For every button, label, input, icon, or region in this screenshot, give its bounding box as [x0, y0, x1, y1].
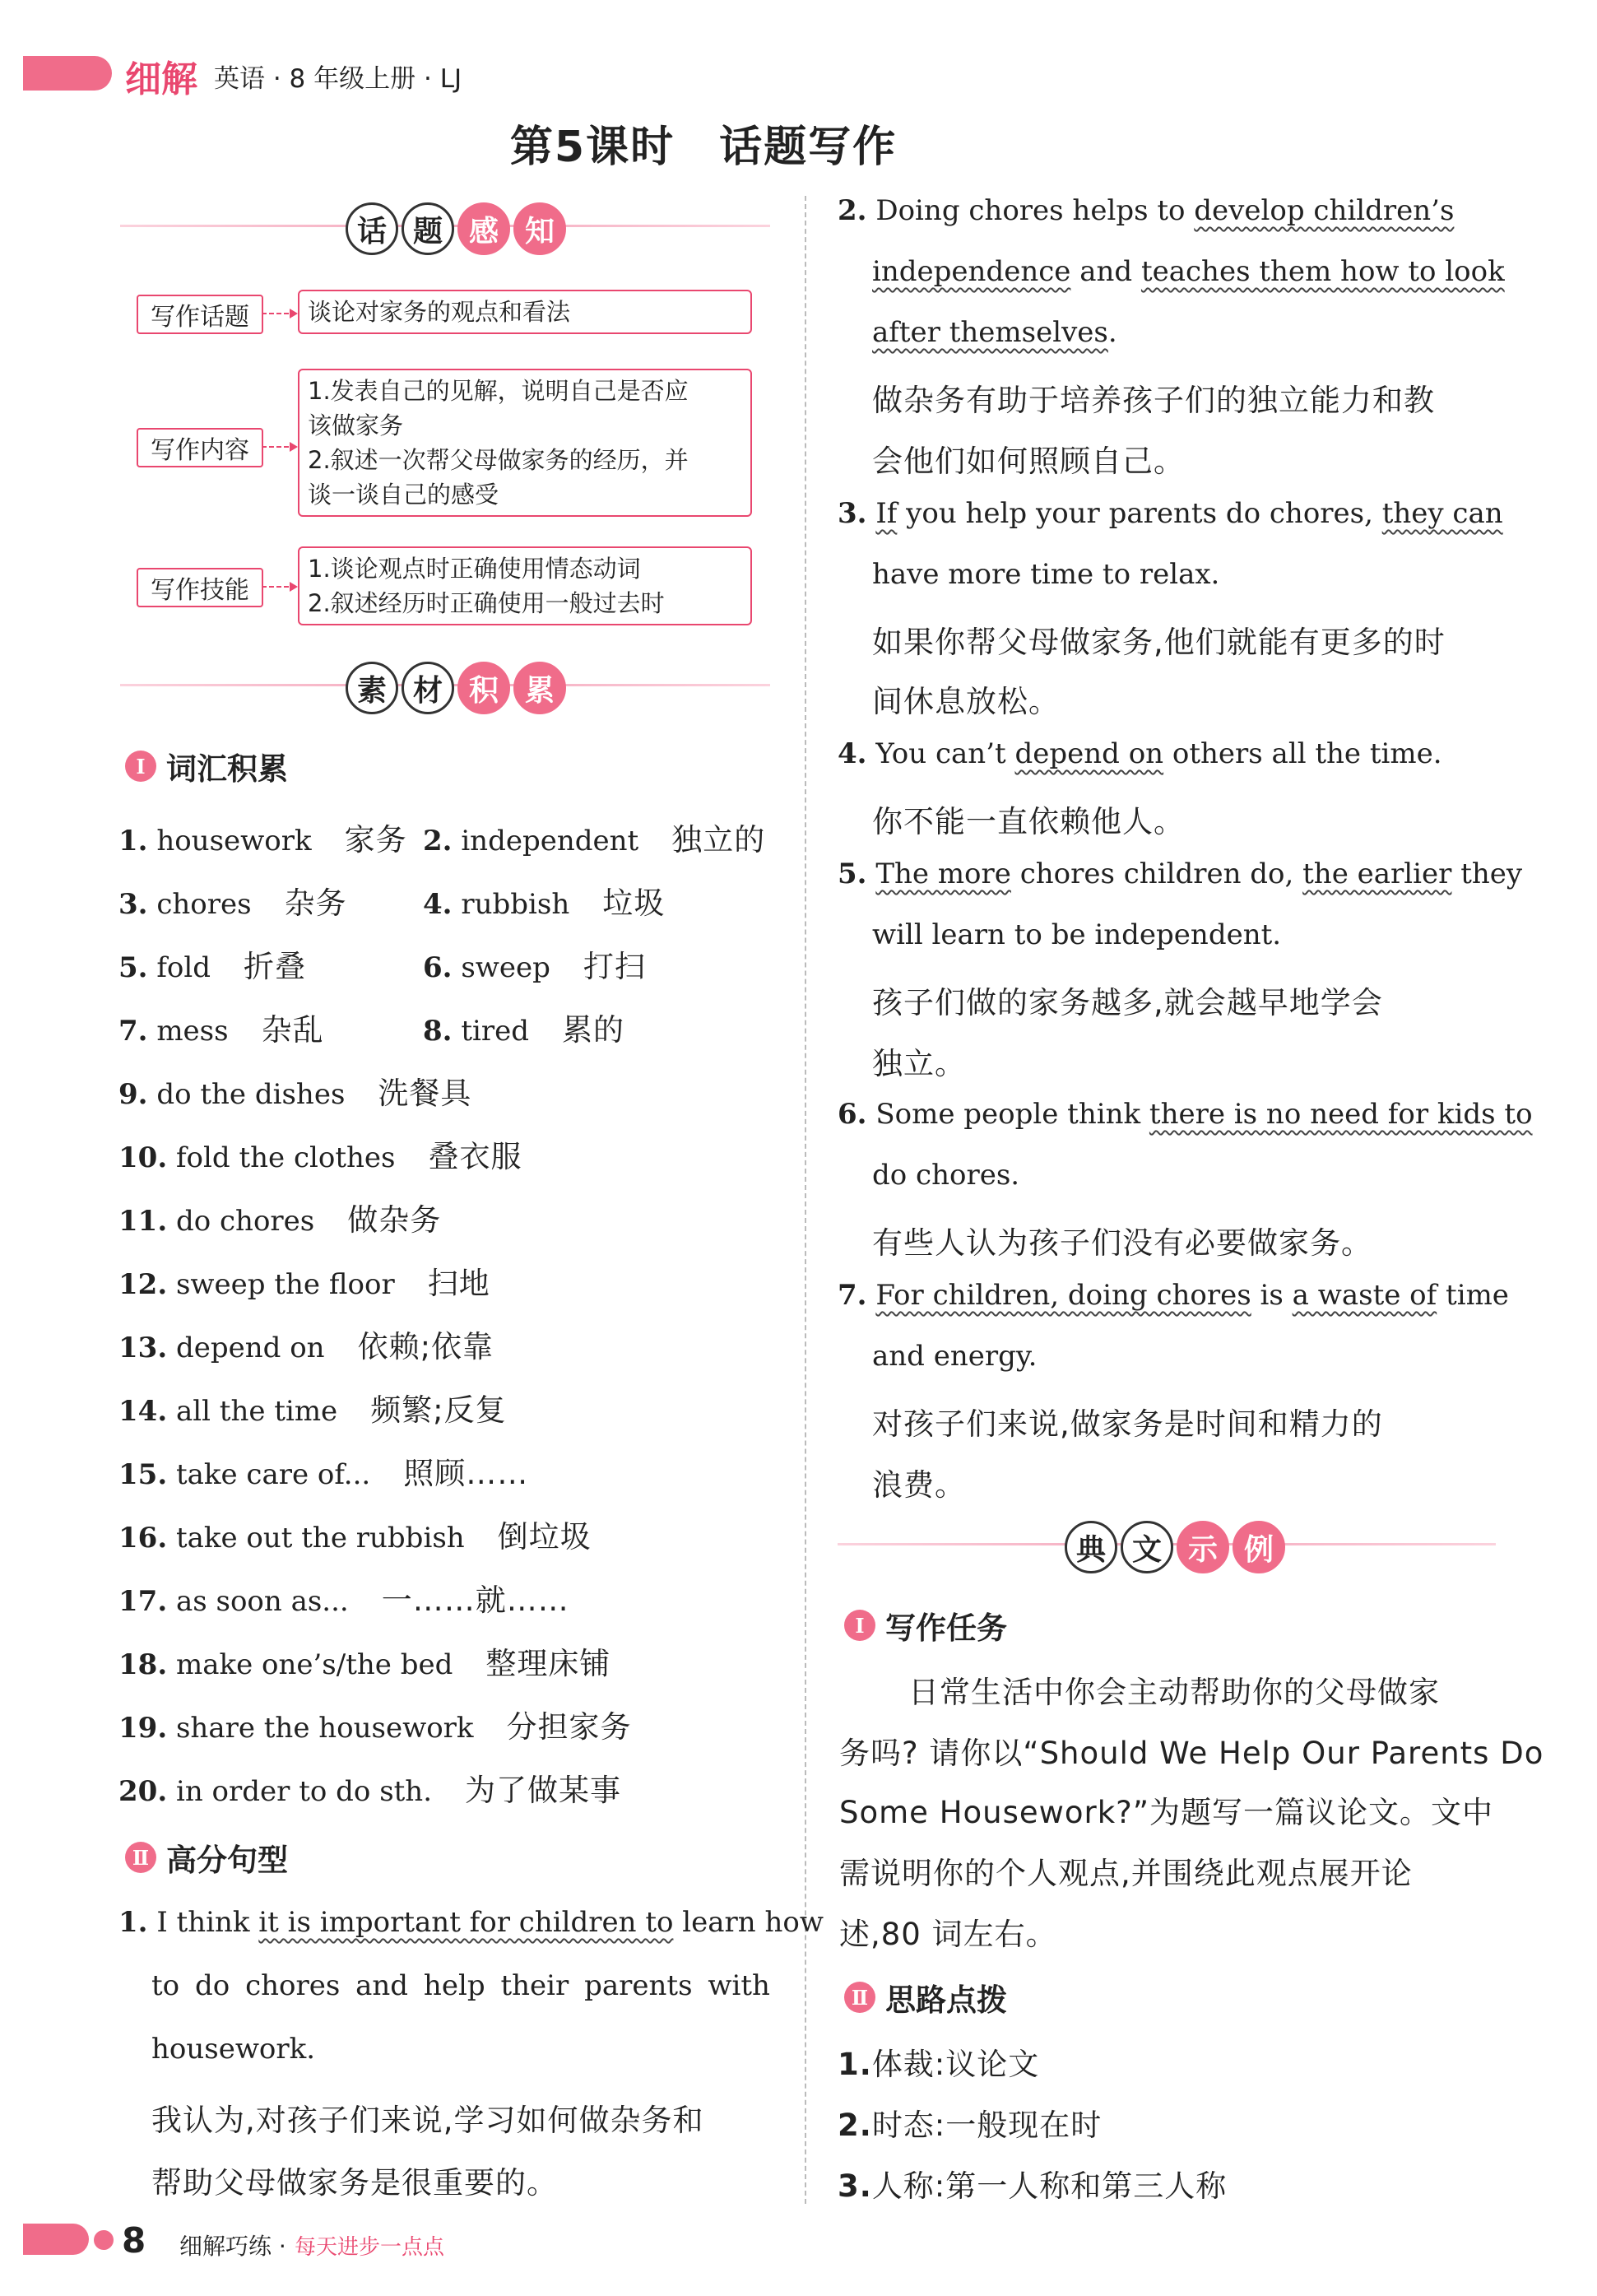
- book-info: 英语 · 8 年级上册 · LJ: [214, 64, 462, 94]
- mindmap-line: 谈一谈自己的感受: [308, 481, 499, 509]
- mindmap-line: 谈论对家务的观点和看法: [308, 298, 571, 326]
- tip-item: 3.人称:第一人称和第三人称: [838, 2168, 1228, 2204]
- mindmap-box: [298, 290, 752, 334]
- task-line: 务吗? 请你以“Should We Help Our Parents Do: [839, 1736, 1544, 1771]
- footer-slogan: 每天进步一点点: [295, 2235, 445, 2260]
- sentence-4: 4. You can’t depend on others all the time.: [838, 737, 1442, 770]
- sentence-6-line-1: 6. Some people think there is no need for kids to: [838, 1098, 1533, 1131]
- vocab-heading: [125, 744, 288, 788]
- sentence-5-line-2: will learn to be independent.: [872, 918, 1282, 951]
- banner-char: 典: [1065, 1521, 1117, 1573]
- vocab-item: 15. take care of... 照顾……: [118, 1456, 529, 1491]
- mindmap-box: [298, 546, 752, 625]
- footer-series: 细解巧练 ·: [179, 2233, 286, 2260]
- sentence-3-line-1: 3. If you help your parents do chores, they can: [838, 497, 1503, 530]
- vocab-item: 17. as soon as... 一……就……: [118, 1583, 569, 1618]
- mindmap-line: 该做家务: [308, 411, 404, 439]
- vocab-item: 20. in order to do sth. 为了做某事: [118, 1773, 622, 1808]
- footer-dot: [94, 2230, 114, 2250]
- roman-numeral: Ⅰ: [844, 1610, 875, 1641]
- banner-char: 话: [346, 202, 398, 255]
- task-line: 日常生活中你会主动帮助你的父母做家: [908, 1675, 1440, 1710]
- page-number: 8: [122, 2220, 146, 2261]
- sentence-6-line-2: do chores.: [872, 1159, 1020, 1192]
- vocab-item: 4. rubbish 垃圾: [423, 885, 666, 921]
- heading-text: 词汇积累: [166, 751, 288, 787]
- banner-char: 题: [402, 202, 454, 255]
- vocab-item: 5. fold 折叠: [118, 949, 307, 984]
- vocab-item: 16. take out the rubbish 倒垃圾: [118, 1519, 592, 1555]
- mindmap-label: 写作话题: [137, 295, 263, 334]
- sentence-6-translation: 有些人认为孩子们没有必要做家务。: [872, 1225, 1372, 1261]
- sentence-heading: [125, 1835, 288, 1880]
- vocab-item: 9. do the dishes 洗餐具: [118, 1076, 472, 1111]
- mindmap-arrow: [262, 586, 296, 588]
- sentence-1-translation: 我认为,对孩子们来说,学习如何做杂务和: [151, 2103, 704, 2138]
- banner-char: 知: [513, 202, 566, 255]
- vocab-item: 7. mess 杂乱: [118, 1012, 324, 1048]
- sentence-2-line-2: independence and teaches them how to look: [872, 255, 1505, 288]
- mindmap-line: 2.叙述一次帮父母做家务的经历，并: [308, 446, 689, 474]
- sentence-3-translation: 如果你帮父母做家务,他们就能有更多的时: [872, 625, 1446, 660]
- mindmap-arrow: [262, 446, 296, 448]
- heading-text: 思路点拨: [885, 1982, 1007, 2018]
- task-line: 述,80 词左右。: [839, 1917, 1057, 1952]
- vocab-item: 6. sweep 打扫: [423, 949, 646, 984]
- page-title: 第5课时 话题写作: [509, 123, 898, 172]
- banner-char: 文: [1121, 1521, 1173, 1573]
- mindmap-line: 1.谈论观点时正确使用情态动词: [308, 555, 641, 583]
- banner-char: 示: [1177, 1521, 1229, 1573]
- sentence-3-line-2: have more time to relax.: [872, 558, 1220, 591]
- sentence-2-translation: 做杂务有助于培养孩子们的独立能力和教: [872, 383, 1435, 418]
- vocab-item: 14. all the time 频繁;反复: [118, 1392, 507, 1428]
- task-heading: [844, 1603, 1007, 1648]
- sentence-5-translation: 独立。: [872, 1046, 966, 1081]
- banner-char: 材: [402, 662, 454, 714]
- header-tab: [23, 56, 112, 91]
- heading-text: 写作任务: [885, 1610, 1007, 1646]
- roman-numeral: Ⅱ: [844, 1982, 875, 2013]
- sentence-2-translation: 会他们如何照顾自己。: [872, 444, 1185, 479]
- vocab-item: 3. chores 杂务: [118, 885, 347, 921]
- banner-model: [838, 1516, 1496, 1573]
- sentence-2-line-1: 2. Doing chores helps to develop children’s: [838, 194, 1455, 227]
- mindmap-label: 写作技能: [137, 568, 263, 607]
- brand-logo: 细解: [125, 58, 197, 100]
- vocab-item: 1. housework 家务: [118, 822, 407, 858]
- footer-tab: [23, 2224, 89, 2255]
- sentence-1-line-3: housework.: [151, 2033, 316, 2066]
- sentence-7-translation: 对孩子们来说,做家务是时间和精力的: [872, 1406, 1383, 1442]
- vocab-item: 19. share the housework 分担家务: [118, 1709, 632, 1745]
- column-divider: [805, 196, 806, 2204]
- roman-numeral: Ⅱ: [125, 1842, 156, 1873]
- roman-numeral: Ⅰ: [125, 751, 156, 782]
- banner-char: 积: [457, 662, 510, 714]
- tip-item: 2.时态:一般现在时: [838, 2108, 1103, 2143]
- vocab-item: 11. do chores 做杂务: [118, 1202, 442, 1238]
- banner-topic: [120, 198, 770, 255]
- task-line: Some Housework?”为题写一篇议论文。文中: [839, 1795, 1493, 1830]
- heading-text: 高分句型: [166, 1843, 288, 1878]
- sentence-3-translation: 间休息放松。: [872, 684, 1060, 719]
- sentence-1-line-2: to do chores and help their parents with: [151, 1969, 770, 2002]
- sentence-4-translation: 你不能一直依赖他人。: [872, 804, 1185, 839]
- sentence-7-translation: 浪费。: [872, 1467, 966, 1503]
- mindmap-line: 1.发表自己的见解，说明自己是否应: [308, 377, 689, 405]
- tip-item: 1.体裁:议论文: [838, 2047, 1040, 2082]
- vocab-item: 2. independent 独立的: [423, 822, 766, 858]
- banner-char: 例: [1233, 1521, 1285, 1573]
- vocab-item: 13. depend on 依赖;依靠: [118, 1329, 494, 1364]
- mindmap-box: [298, 369, 752, 517]
- banner-char: 感: [457, 202, 510, 255]
- vocab-item: 10. fold the clothes 叠衣服: [118, 1139, 522, 1174]
- banner-char: 累: [513, 662, 566, 714]
- sentence-2-line-3: after themselves.: [872, 316, 1117, 349]
- sentence-7-line-1: 7. For children, doing chores is a waste of time: [838, 1279, 1509, 1312]
- mindmap-label: 写作内容: [137, 428, 263, 467]
- sentence-1-translation: 帮助父母做家务是很重要的。: [151, 2165, 558, 2201]
- vocab-item: 18. make one’s/the bed 整理床铺: [118, 1646, 611, 1681]
- sentence-7-line-2: and energy.: [872, 1340, 1038, 1373]
- task-line: 需说明你的个人观点,并围绕此观点展开论: [839, 1856, 1413, 1891]
- vocab-item: 8. tired 累的: [423, 1012, 624, 1048]
- vocab-item: 12. sweep the floor 扫地: [118, 1266, 490, 1301]
- sentence-1-line-1: 1. I think it is important for children to learn how: [118, 1906, 824, 1939]
- banner-char: 素: [346, 662, 398, 714]
- sentence-5-line-1: 5. The more chores children do, the earlier they: [838, 858, 1523, 890]
- mindmap-arrow: [262, 313, 296, 314]
- sentence-5-translation: 孩子们做的家务越多,就会越早地学会: [872, 985, 1383, 1020]
- banner-material: [120, 657, 770, 714]
- mindmap-line: 2.叙述经历时正确使用一般过去时: [308, 589, 665, 617]
- tips-heading: [844, 1975, 1007, 2019]
